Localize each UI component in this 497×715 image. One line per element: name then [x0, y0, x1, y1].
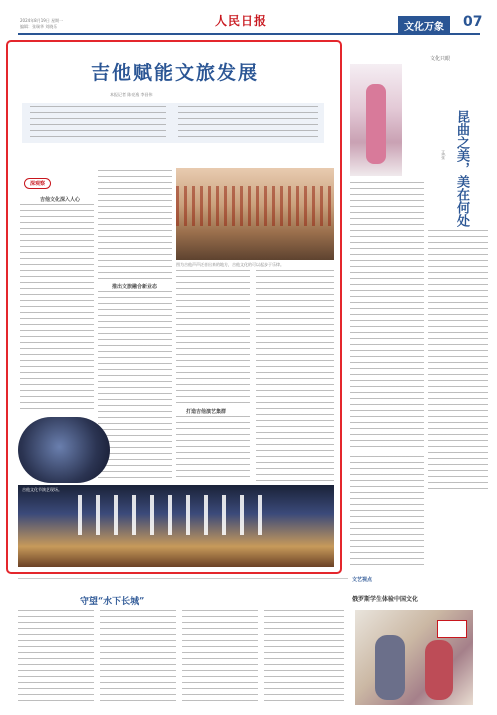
subhead-3: 打造吉他演艺集群: [186, 409, 227, 415]
header-rule: [18, 33, 480, 35]
photo-caption-top: 图为吉他声声泛音出来的地方，吉他文化的可以起步于乐律。: [176, 262, 284, 267]
text-column-4: [256, 270, 334, 482]
bottom-text-column-2: [100, 610, 176, 706]
text-column-3a: [176, 270, 250, 405]
editor-line: 编辑：张瑞华 刘晓乐: [20, 24, 58, 29]
text-column-1: [20, 204, 94, 414]
article-headline: 吉他赋能文旅发展: [90, 62, 259, 84]
text-column-2a: [98, 170, 172, 280]
kunqu-performer-photo: [350, 64, 402, 176]
subhead-1: 吉他文化深入人心: [40, 197, 81, 203]
lead-text-right: [178, 106, 318, 140]
bottom-text-column-1: [18, 610, 94, 706]
subhead-2: 推出文旅融合新业态: [112, 284, 158, 290]
date-line: 2024年8月19日 星期一: [20, 18, 64, 23]
section-tag: 深观察: [24, 178, 51, 189]
bottom-section-label: 文艺视点: [352, 577, 373, 583]
masthead-logo: 人民日报: [215, 14, 268, 28]
bottom-divider: [18, 578, 348, 579]
lead-text-left: [30, 106, 166, 140]
kunqu-article-title: 昆曲之美，美在何处: [454, 110, 469, 227]
stage-concert-photo: [18, 485, 334, 567]
students-calligraphy-photo: [355, 610, 473, 705]
russian-students-headline: 俄罗斯学生体验中国文化: [352, 596, 419, 603]
photo-caption-stage: 吉他文化节演艺现场。: [22, 487, 62, 492]
lantern-photo: [176, 168, 334, 260]
underwater-wall-headline: 守望“水下长城”: [80, 597, 145, 607]
column-decor-label: 文化只眼: [430, 56, 451, 62]
bottom-text-column-4: [264, 610, 344, 706]
guitarist-photo: [18, 417, 110, 483]
kunqu-author: 文/张: [441, 150, 446, 160]
section-title: 文化万象: [398, 16, 450, 35]
right-text-column-3: [350, 456, 424, 568]
article-byline: 本报记者 陈亮逸 李昌伟: [110, 92, 153, 97]
text-column-3b: [176, 416, 250, 482]
page-number: 07: [463, 14, 483, 30]
bottom-text-column-3: [182, 610, 258, 706]
page-date: [20, 18, 170, 30]
right-text-column-2: [428, 230, 488, 490]
right-text-column-1: [350, 182, 424, 452]
